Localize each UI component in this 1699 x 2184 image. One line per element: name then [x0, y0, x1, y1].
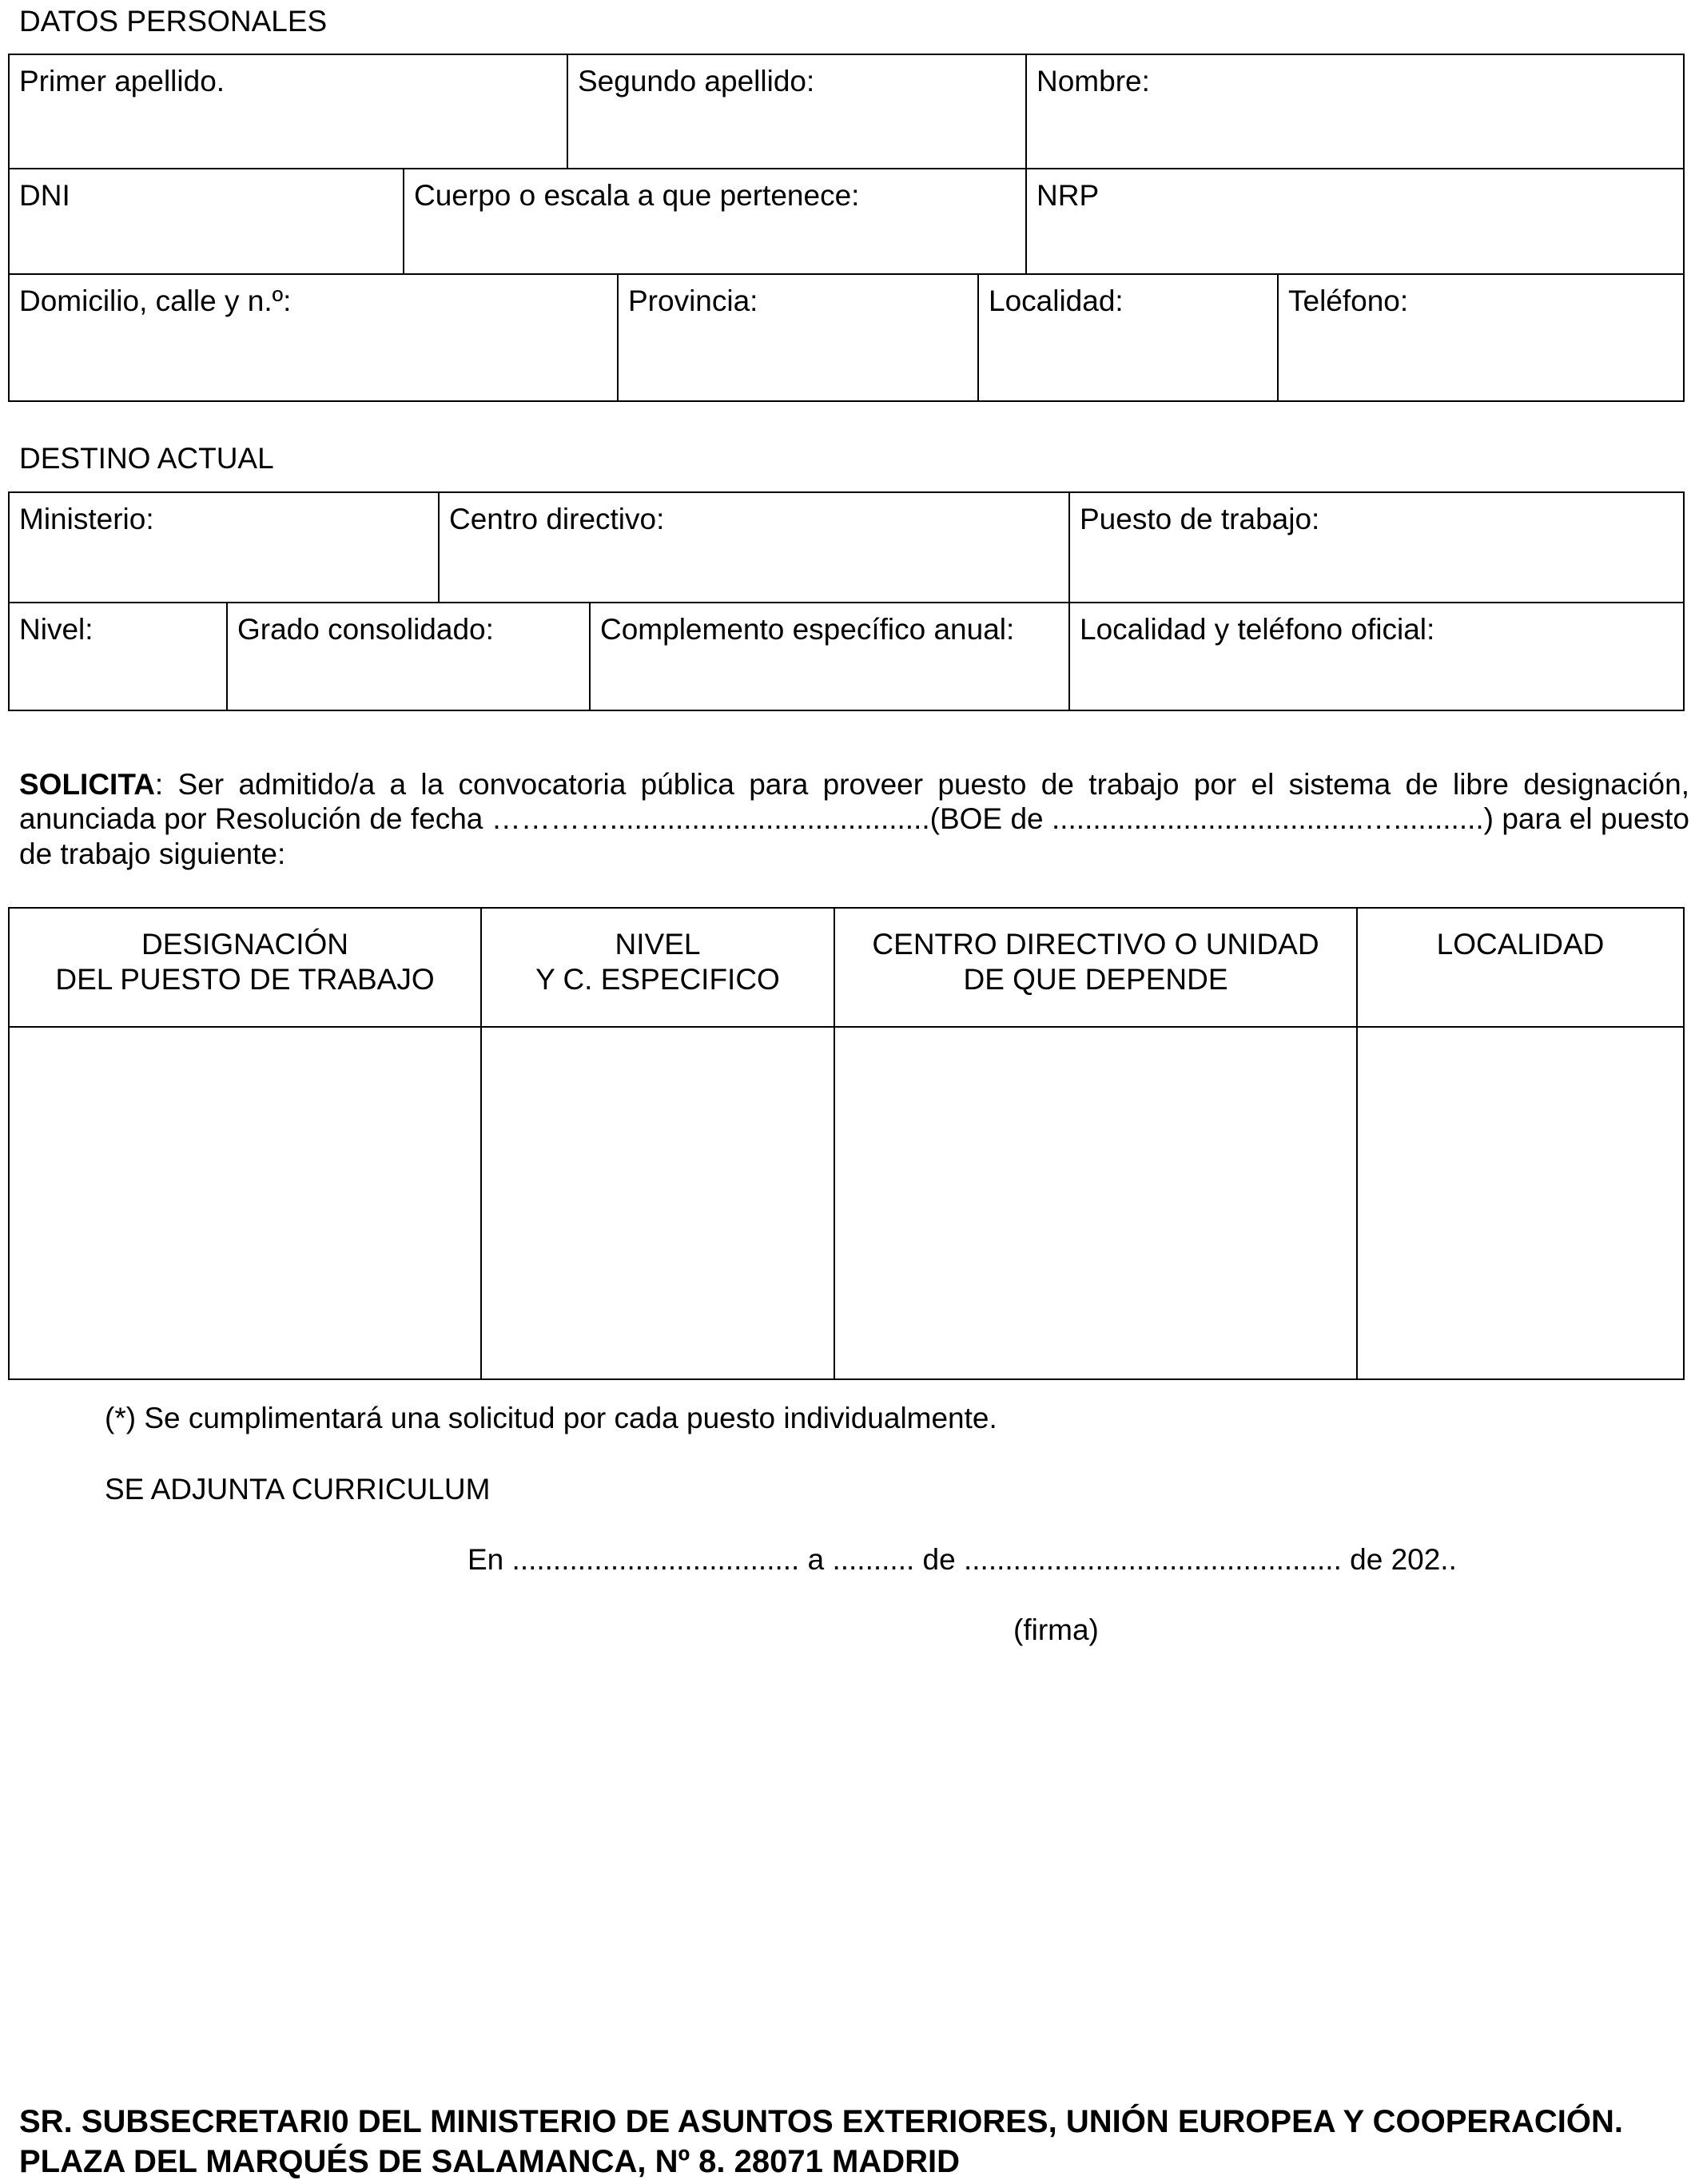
dni-field[interactable]: DNI [19, 179, 70, 212]
solicita-keyword: SOLICITA [19, 768, 155, 801]
header-nivel: NIVEL Y C. ESPECIFICO [535, 928, 780, 997]
header-localidad: LOCALIDAD [1436, 928, 1605, 961]
col-divider [403, 168, 404, 274]
domicilio-field[interactable]: Domicilio, calle y n.º: [19, 284, 292, 317]
col-divider [1277, 273, 1279, 402]
puesto-designacion-cell[interactable] [10, 1028, 480, 1378]
header-designacion: DESIGNACIÓN DEL PUESTO DE TRABAJO [55, 928, 435, 997]
col-divider [567, 54, 568, 169]
datos-personales-table [8, 54, 1685, 402]
segundo-apellido-field[interactable]: Segundo apellido: [578, 65, 815, 97]
destinatario [19, 2102, 1623, 2182]
puesto-localidad-cell[interactable] [1358, 1028, 1683, 1378]
nrp-field[interactable]: NRP [1037, 179, 1100, 212]
datos-personales-title: DATOS PERSONALES [19, 5, 328, 38]
provincia-field[interactable]: Provincia: [628, 284, 758, 317]
destinatario-linea-2: PLAZA DEL MARQUÉS DE SALAMANCA, Nº 8. 28071 MADRID [19, 2144, 960, 2179]
col-divider [1068, 602, 1070, 711]
col-divider [1025, 168, 1027, 274]
col-divider [438, 491, 440, 603]
fecha-lugar-line[interactable]: En ................................... a .......... de .............................................. de 202.. [468, 1543, 1457, 1576]
centro-directivo-field[interactable]: Centro directivo: [449, 503, 665, 535]
row-divider [8, 273, 1685, 275]
telefono-field[interactable]: Teléfono: [1288, 284, 1409, 317]
col-divider [977, 273, 979, 402]
grado-consolidado-field[interactable]: Grado consolidado: [237, 613, 494, 646]
primer-apellido-field[interactable]: Primer apellido. [19, 65, 225, 97]
col-divider [1025, 54, 1027, 169]
destino-actual-title: DESTINO ACTUAL [19, 442, 274, 475]
adjunta-curriculum: SE ADJUNTA CURRICULUM [105, 1473, 491, 1506]
firma-label: (firma) [1013, 1613, 1099, 1646]
puesto-centro-cell[interactable] [835, 1028, 1356, 1378]
solicita-paragraph [19, 767, 1689, 871]
complemento-especifico-field[interactable]: Complemento específico anual: [600, 613, 1015, 646]
ministerio-field[interactable]: Ministerio: [19, 503, 154, 535]
row-divider [8, 602, 1685, 603]
solicita-text: : Ser admitido/a a la convocatoria pública para proveer puesto de trabajo por el sistema de libre designación, anunciada por Resolución de fecha ………….......................................(BOE de ......................................…...........) para el puesto de trabajo siguiente: [19, 768, 1689, 870]
nombre-field[interactable]: Nombre: [1037, 65, 1150, 97]
row-divider [8, 168, 1685, 169]
header-centro-directivo: CENTRO DIRECTIVO O UNIDAD DE QUE DEPENDE [872, 928, 1319, 997]
puesto-nivel-cell[interactable] [482, 1028, 834, 1378]
col-divider [589, 602, 591, 711]
localidad-telefono-oficial-field[interactable]: Localidad y teléfono oficial: [1080, 613, 1435, 646]
localidad-field[interactable]: Localidad: [989, 284, 1124, 317]
col-divider [617, 273, 619, 402]
cuerpo-escala-field[interactable]: Cuerpo o escala a que pertenece: [414, 179, 860, 212]
puesto-trabajo-field[interactable]: Puesto de trabajo: [1080, 503, 1320, 535]
col-divider [1068, 491, 1070, 603]
nivel-field[interactable]: Nivel: [19, 613, 94, 646]
destinatario-linea-1: SR. SUBSECRETARI0 DEL MINISTERIO DE ASUNTOS EXTERIORES, UNIÓN EUROPEA Y COOPERACIÓN. [19, 2104, 1623, 2139]
nota-solicitud: (*) Se cumplimentará una solicitud por cada puesto individualmente. [105, 1402, 997, 1434]
col-divider [226, 602, 228, 711]
